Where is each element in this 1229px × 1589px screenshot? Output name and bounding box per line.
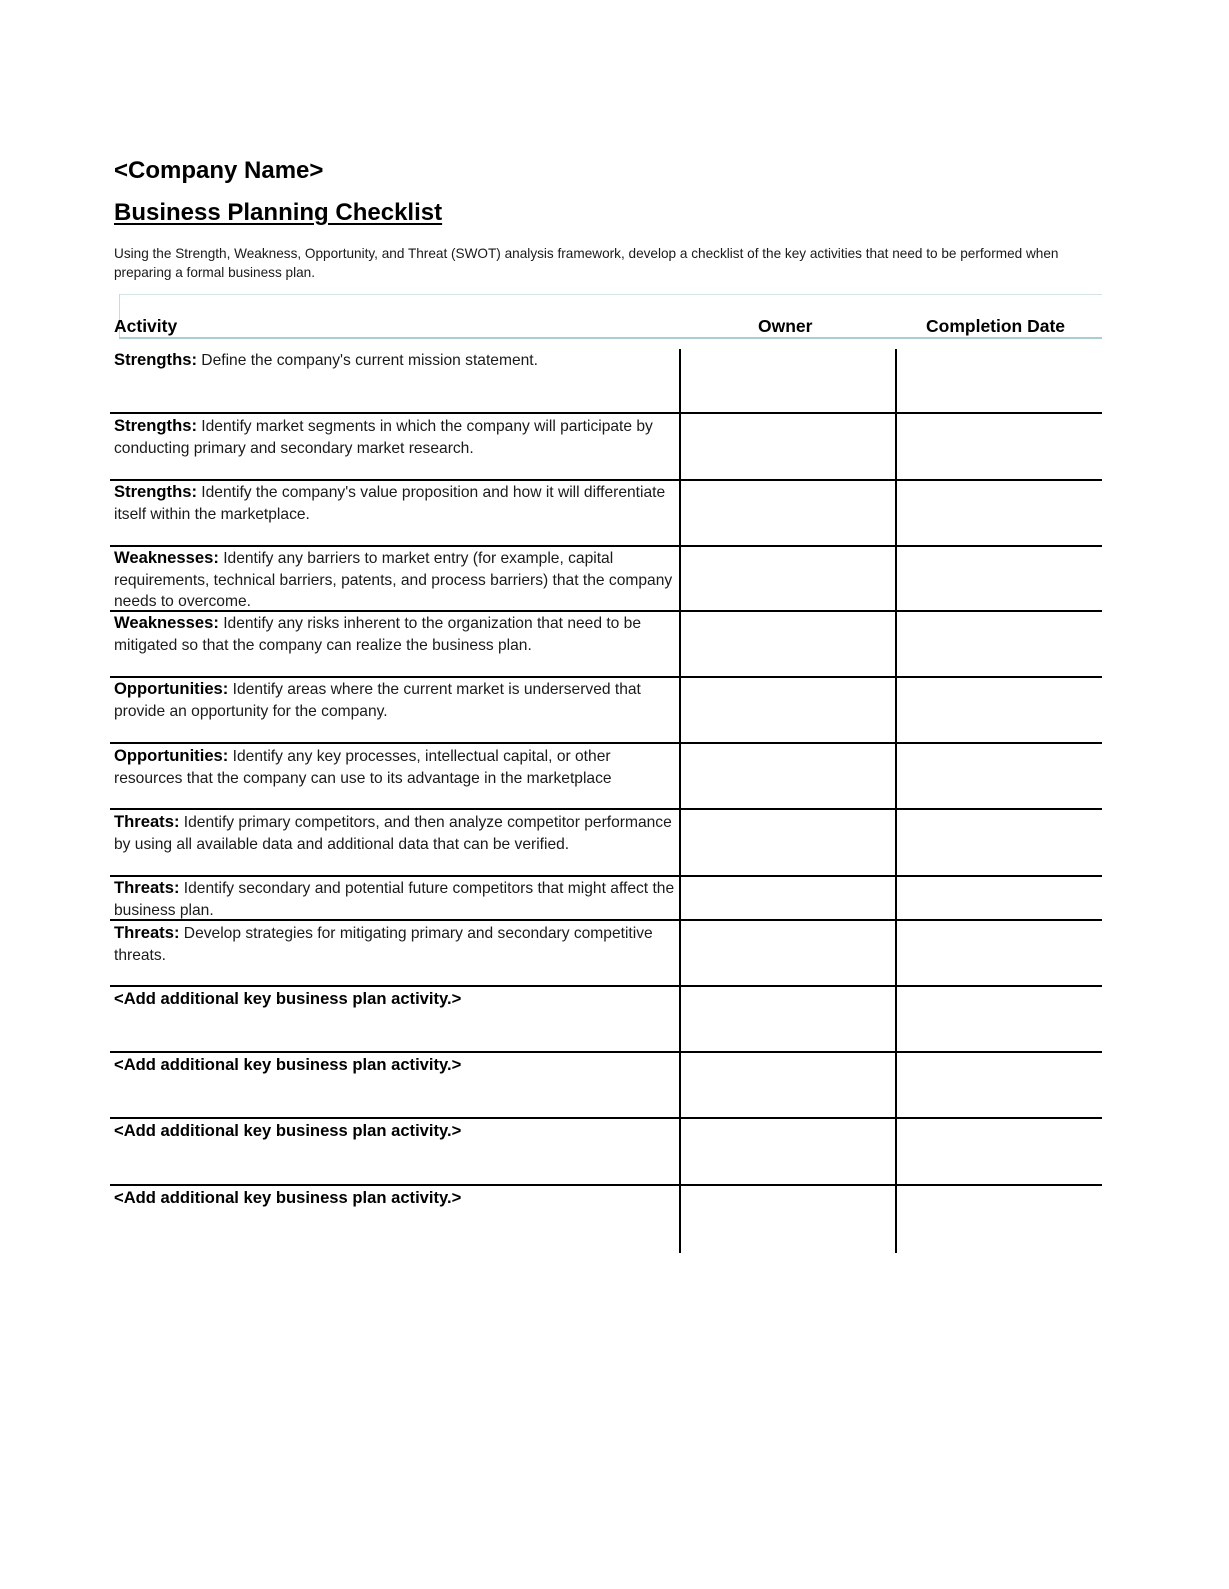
row-category: Weaknesses: — [114, 548, 219, 567]
table-row-activity[interactable] — [114, 877, 680, 921]
row-divider — [110, 919, 1102, 921]
company-name: <Company Name> — [114, 157, 324, 184]
row-category: Strengths: — [114, 350, 197, 369]
table-row-activity[interactable] — [114, 415, 680, 459]
table-row-activity[interactable] — [114, 745, 680, 789]
row-description: Identify primary competitors, and then analyze competitor performance by using all available data and additional data that can be verified. — [114, 814, 672, 853]
row-divider — [110, 1184, 1102, 1186]
column-header-activity: Activity — [114, 316, 178, 336]
table-row-activity[interactable] — [114, 349, 680, 372]
row-description: Identify any barriers to market entry (for example, capital requirements, technical barriers, patents, and process barriers) that the company needs to overcome. — [114, 550, 673, 610]
table-row-activity[interactable] — [114, 922, 680, 966]
header-top-border — [119, 294, 1102, 295]
header-bottom-border — [119, 337, 1102, 339]
intro-paragraph: Using the Strength, Weakness, Opportunity, and Threat (SWOT) analysis framework, develop a checklist of the key activities that need to be performed when preparing a formal business plan. — [114, 246, 1059, 280]
row-category: Strengths: — [114, 482, 197, 501]
row-divider — [110, 1117, 1102, 1119]
row-category: Threats: — [114, 812, 180, 831]
table-row-activity[interactable] — [114, 811, 680, 855]
row-divider — [110, 742, 1102, 744]
row-divider — [110, 808, 1102, 810]
row-category: Strengths: — [114, 416, 197, 435]
column-header-owner: Owner — [758, 316, 813, 336]
row-category: Opportunities: — [114, 746, 229, 765]
table-row-activity[interactable] — [114, 481, 680, 525]
row-description: Develop strategies for mitigating primary and secondary competitive threats. — [114, 925, 653, 964]
row-description: Identify secondary and potential future competitors that might affect the business plan. — [114, 880, 675, 919]
row-divider — [110, 412, 1102, 414]
table-row-placeholder[interactable]: <Add additional key business plan activity.> — [114, 1055, 462, 1074]
row-divider — [110, 985, 1102, 987]
column-header-completion-date: Completion Date — [926, 316, 1066, 336]
table-row-activity[interactable] — [114, 547, 680, 613]
table-row-placeholder[interactable]: <Add additional key business plan activity.> — [114, 989, 462, 1008]
row-description: Identify the company's value proposition and how it will differentiate itself within the marketplace. — [114, 484, 666, 523]
table-row-placeholder[interactable]: <Add additional key business plan activity.> — [114, 1121, 462, 1140]
row-description: Define the company's current mission statement. — [196, 352, 538, 369]
row-description: Identify any key processes, intellectual capital, or other resources that the company can use to its advantage in the marketplace — [114, 748, 612, 787]
row-description: Identify any risks inherent to the organization that need to be mitigated so that the company can realize the business plan. — [114, 615, 642, 654]
row-category: Weaknesses: — [114, 613, 219, 632]
row-category: Opportunities: — [114, 679, 229, 698]
table-row-activity[interactable] — [114, 612, 680, 656]
table-row-activity[interactable] — [114, 678, 680, 722]
row-divider — [110, 1051, 1102, 1053]
page-title: Business Planning Checklist — [114, 199, 443, 226]
table-row-placeholder[interactable]: <Add additional key business plan activity.> — [114, 1188, 462, 1207]
row-description: Identify market segments in which the company will participate by conducting primary and secondary market research. — [114, 418, 653, 457]
row-category: Threats: — [114, 878, 180, 897]
row-description: Identify areas where the current market is underserved that provide an opportunity for the company. — [114, 681, 641, 720]
row-category: Threats: — [114, 923, 180, 942]
